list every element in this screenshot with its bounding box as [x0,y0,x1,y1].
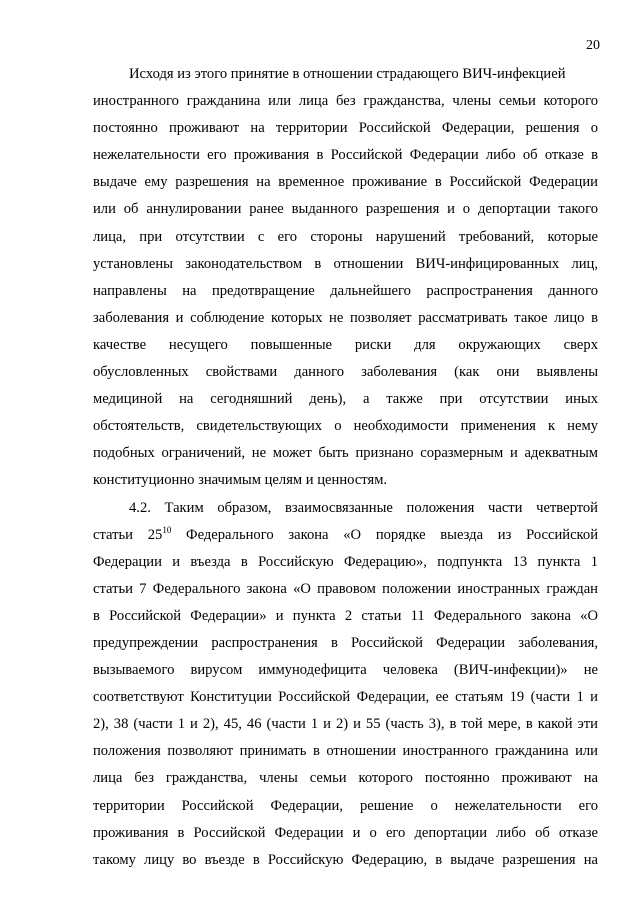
text-line: обусловленных свойствами данного заболевания (как они выявлены [93,364,598,381]
page-number: 20 [586,38,600,53]
text-line: такому лицу во въезде в Российскую Федерацию, в выдаче разрешения на [93,851,598,868]
text-line: или об аннулировании ранее выданного разрешения и о депортации такого [93,201,598,218]
text-line: направлены на предотвращение дальнейшего распространения данного [93,282,598,299]
text-line: проживания в Российской Федерации и о его депортации либо об отказе [93,824,598,841]
text-line: вызываемого вирусом иммунодефицита человека (ВИЧ-инфекции)» не [93,662,598,679]
superscript: 10 [162,524,172,535]
text-line: установлены законодательством в отношении ВИЧ-инфицированных лиц, [93,255,598,272]
text-line: конституционно значимым целям и ценностям. [93,472,388,489]
text-line: медициной на сегодняшний день), а также при отсутствии иных [93,391,598,408]
text-line: выдаче ему разрешения на временное проживание в Российской Федерации [93,174,598,191]
text-line: обстоятельств, свидетельствующих о необходимости применения к нему [93,418,598,435]
text-line: Федерации и въезда в Российскую Федерацию», подпункта 13 пункта 1 [93,553,598,570]
text-line: лица, при отсутствии с его стороны нарушений требований, которые [93,228,598,245]
text-line: территории Российской Федерации, решение о нежелательности его [93,797,598,814]
text-line: нежелательности его проживания в Российской Федерации либо об отказе в [93,147,598,164]
text-fragment: Федерального закона «О порядке выезда из Российской [171,526,599,543]
text-line: в Российской Федерации» и пункта 2 статьи 11 Федерального закона «О [93,607,598,624]
text-line: подобных ограничений, не может быть признано соразмерным и адекватным [93,445,598,462]
text-fragment: статьи 25 [93,526,163,543]
text-line: предупреждении распространения в Российской Федерации заболевания, [93,634,598,651]
text-line: 2), 38 (части 1 и 2), 45, 46 (части 1 и 2) и 55 (часть 3), в той мере, в какой эти [93,716,598,733]
text-line: лица без гражданства, члены семьи которого постоянно проживают на [93,770,598,787]
text-line: соответствуют Конституции Российской Федерации, ее статьям 19 (части 1 и [93,689,598,706]
text-line [93,522,598,549]
text-line: Исходя из этого принятие в отношении страдающего ВИЧ-инфекцией [129,66,566,82]
text-line: иностранного гражданина или лица без гражданства, члены семьи которого [93,93,598,110]
text-line: качестве несущего повышенные риски для окружающих сверх [93,336,598,353]
text-line: положения позволяют принимать в отношении иностранного гражданина или [93,743,598,760]
text-line: 4.2. Таким образом, взаимосвязанные положения части четвертой [129,499,598,516]
text-line: заболевания и соблюдение которых не позволяет рассматривать такое лицо в [93,309,598,326]
body-text [93,61,598,874]
text-line: статьи 7 Федерального закона «О правовом положении иностранных граждан [93,580,598,597]
text-line: постоянно проживают на территории Российской Федерации, решения о [93,120,598,137]
